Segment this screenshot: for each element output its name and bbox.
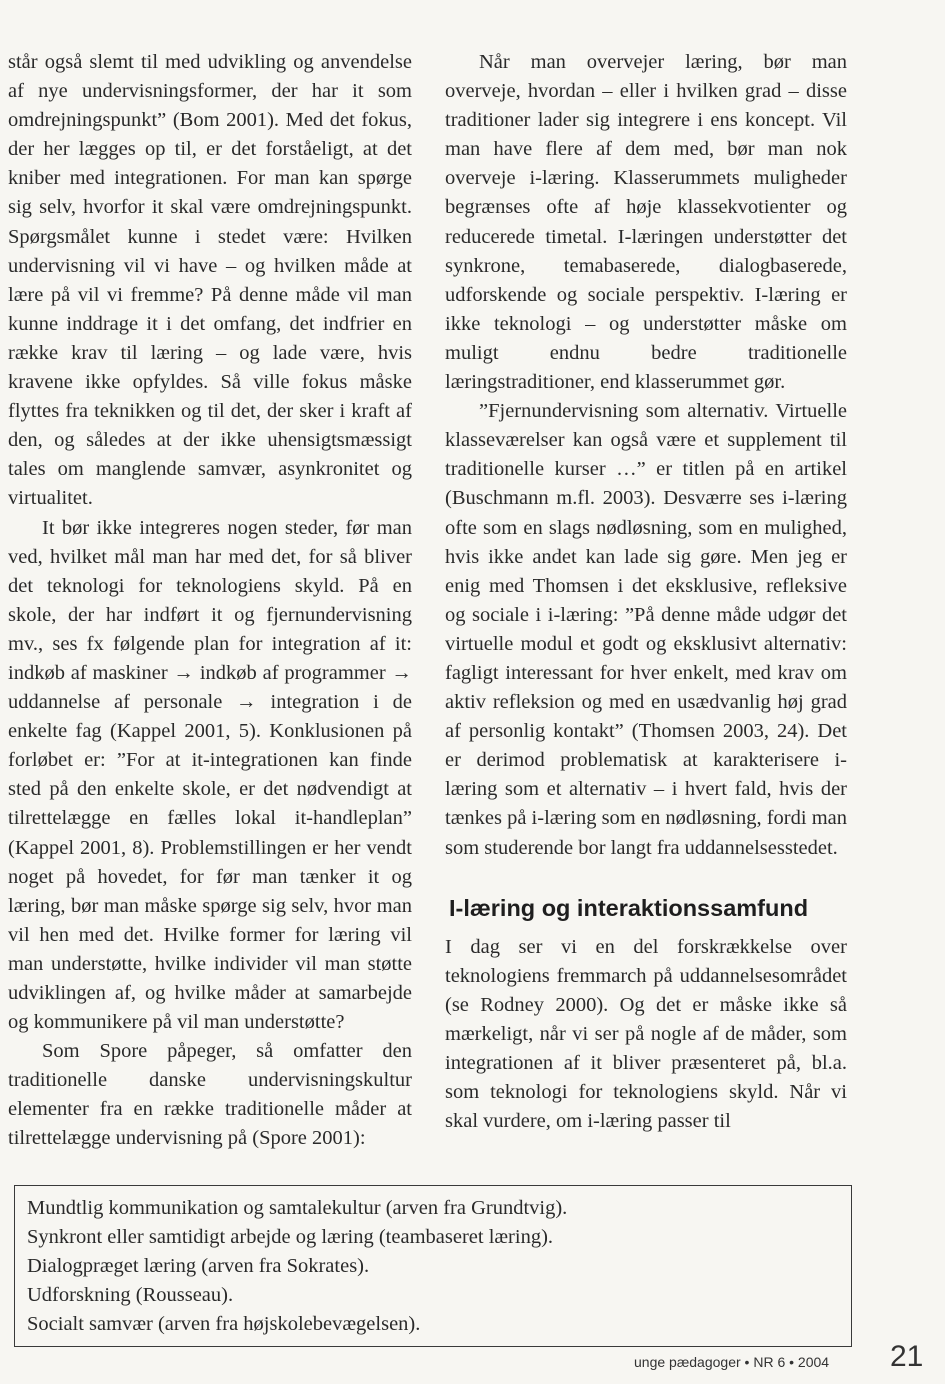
body-paragraph: ”Fjernundervisning som alternativ. Virtuelle klasseværelser kan også være et supplement til traditionelle kurser …” er titlen på en artikel (Buschmann m.fl. 2003). Desværre ses i-læring ofte som en slags nødløsning, som en mulighed, hvis ikke andet kan lade sig gøre. Men jeg er enig med Thomsen i det eksklusive, refleksive og sociale i i-læring: ”På denne måde udgør det virtuelle modul et godt og eksklusivt alternativ: fagligt interessant for hver enkelt, med krav om aktiv refleksion og med en usædvanlig høj grad af personlig kontakt” (Thomsen 2003, 24). Det er derimod problematisk at karakterisere i-læring som et alternativ – i hvert fald, hvis der tænkes på i-læring som en nødløsning, fordi man som studerende bor langt fra uddannelsesstedet. xyxy=(445,400,847,859)
traditions-item: Dialogpræget læring (arven fra Sokrates). xyxy=(27,1255,370,1277)
left-column xyxy=(8,48,412,1154)
body-paragraph: står også slemt til med udvikling og anvendelse af nye undervisningsformer, der har it som omdrejningspunkt” (Bom 2001). Med det fokus, der her lægges op til, er det forståeligt, at det kniber med integrationen. For man kan spørge sig selv, hvorfor it skal være omdrejningspunkt. Spørgsmålet kunne i stedet være: Hvilken undervisning vil vi have – og hvilken måde at lære på vil vi fremme? På denne måde vil man kunne inddrage it i det omfang, det indfrier en række krav til læring – og lade være, hvis kravene ikke opfyldes. Så ville fokus måske flyttes fra teknikken og til det, der sker i kraft af den, og således at der ikke uhensigtsmæssigt tales om manglende samvær, asynkronitet og virtualitet. xyxy=(8,51,412,510)
traditions-item: Udforskning (Rousseau). xyxy=(27,1284,234,1306)
section-heading: I-læring og interaktionssamfund xyxy=(449,894,809,921)
body-paragraph: Når man overvejer læring, bør man overveje, hvordan – eller i hvilken grad – disse traditioner lader sig integrere i ens koncept. Vil man have flere af dem med, bør man nok overveje i-læring. Klasserummets muligheder begrænses ofte af høje klassekvotienter og reducerede timetal. I-læringen understøtter det synkrone, temabaserede, dialogbaserede, udforskende og sociale perspektiv. I-læring er ikke teknologi – og understøtter måske om muligt endnu bedre traditionelle læringstraditioner, end klasserummet gør. xyxy=(445,51,847,394)
body-paragraph: Som Spore påpeger, så omfatter den traditionelle danske undervisningskultur elementer fra en række traditionelle måder at tilrettelægge undervisning på (Spore 2001): xyxy=(8,1040,412,1150)
traditions-item: Synkront eller samtidigt arbejde og læring (teambaseret læring). xyxy=(27,1226,554,1248)
traditions-item: Mundtlig kommunikation og samtalekultur (arven fra Grundtvig). xyxy=(27,1197,568,1219)
body-paragraph: I dag ser vi en del forskrækkelse over teknologiens fremmarch på uddannelsesområdet (se Rodney 2000). Og det er måske ikke så mærkeligt, når vi ser på nogle af de måder, som integrationen af it bliver præsenteret på, bl.a. som teknologi for teknologiens skyld. Når vi skal vurdere, om i-læring passer til xyxy=(445,935,847,1133)
right-column xyxy=(445,48,847,1136)
page-number: 21 xyxy=(890,1340,924,1373)
traditions-item: Socialt samvær (arven fra højskolebevægelsen). xyxy=(27,1313,421,1335)
traditions-box xyxy=(14,1185,852,1347)
publication-footer: unge pædagoger • NR 6 • 2004 xyxy=(634,1354,830,1370)
body-paragraph: It bør ikke integreres nogen steder, før man ved, hvilket mål man har med det, for så bliver det teknologi for teknologiens skyld. På en skole, der har indført it og fjernundervisning mv., ses fx følgende plan for integration af it: indkøb af maskiner → indkøb af programmer → uddannelse af personale → integration i de enkelte fag (Kappel 2001, 5). Konklusionen på forløbet er: ”For at it-integrationen kan finde sted på den enkelte skole, er det nødvendigt at tilrettelægge en fælles lokal it-handleplan” (Kappel 2001, 8). Problemstillingen er her vendt noget på hovedet, for før man tænker it og læring, bør man måske spørge sig selv, hvor man vil hen med det. Hvilke former for læring vil man understøtte, hvilke individer vil man støtte udviklingen af, og hvilke måder at samarbejde og kommunikere på vil man understøtte? xyxy=(8,516,412,1034)
